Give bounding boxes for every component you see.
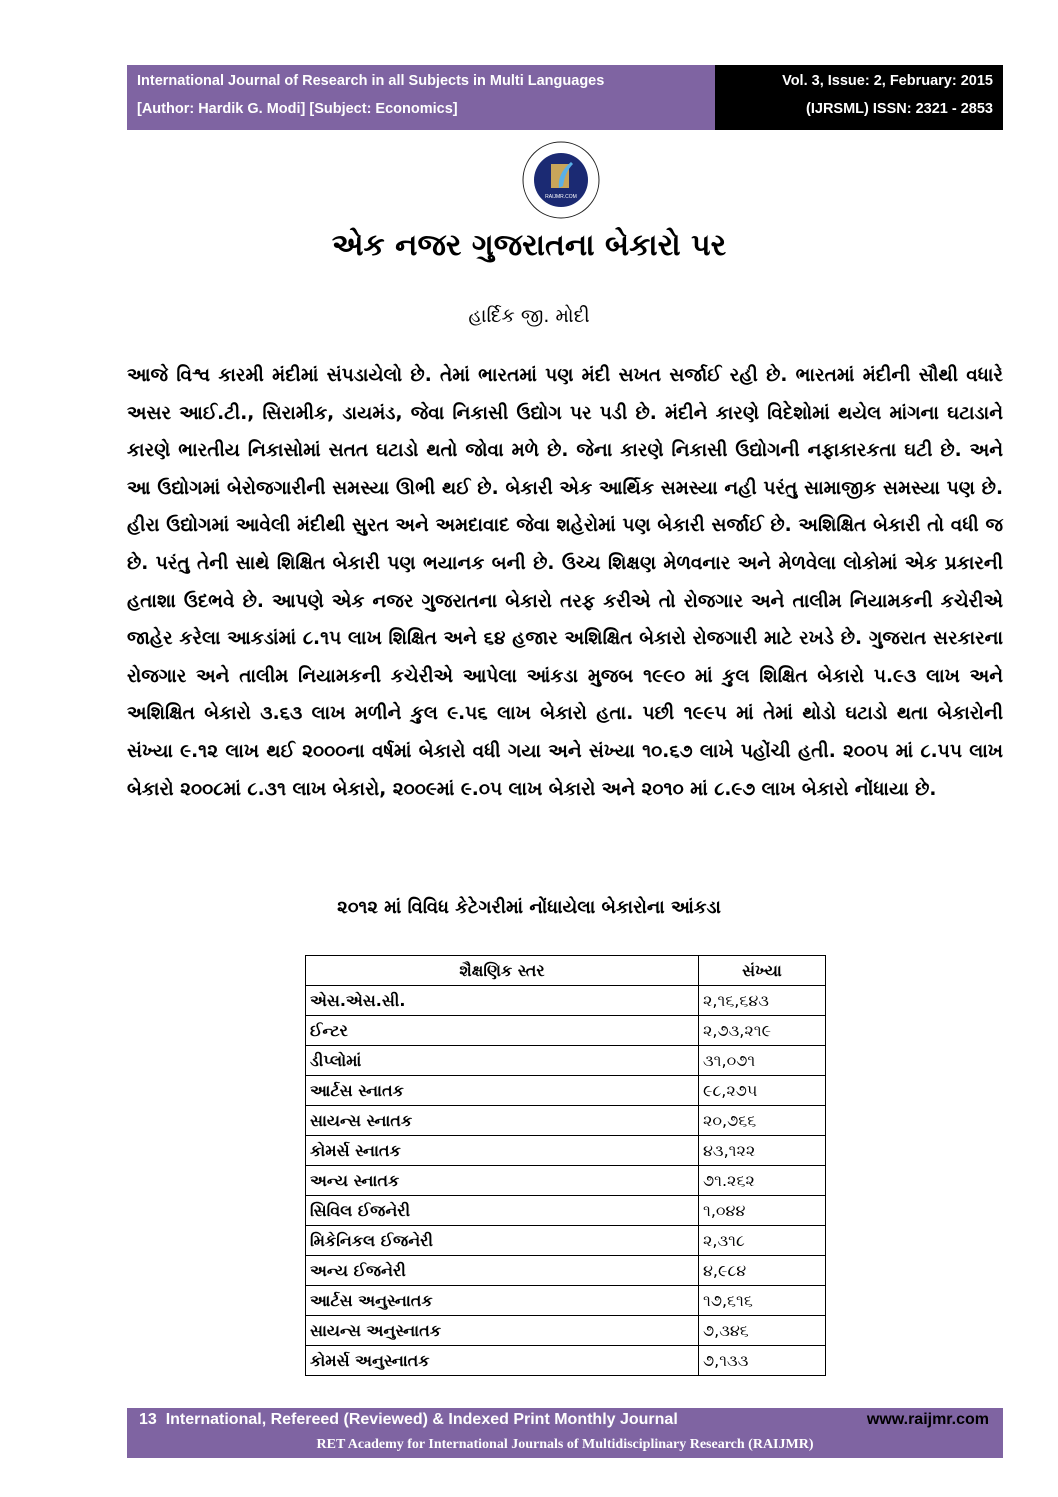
level-cell: સાયન્સ અનુસ્નાતક	[306, 1316, 699, 1346]
count-cell: ૪૩,૧૨૨	[699, 1136, 826, 1166]
count-cell: ૧૭,૬૧૬	[699, 1286, 826, 1316]
header-left	[127, 65, 715, 130]
table-row	[306, 1316, 826, 1346]
column-header-level: શૈક્ષણિક સ્તર	[306, 956, 699, 986]
table-row	[306, 1256, 826, 1286]
table-row	[306, 1106, 826, 1136]
page-number: 13	[139, 1411, 157, 1428]
count-cell: ૧,૦૪૪	[699, 1196, 826, 1226]
count-cell: ૨,૩૧૮	[699, 1226, 826, 1256]
level-cell: મિકેનિકલ ઈજનેરી	[306, 1226, 699, 1256]
count-cell: ૭,૩૪૬	[699, 1316, 826, 1346]
volume-info: Vol. 3, Issue: 2, February: 2015	[782, 73, 993, 89]
count-cell: ૪,૯૮૪	[699, 1256, 826, 1286]
table-row	[306, 1346, 826, 1376]
column-header-count: સંખ્યા	[699, 956, 826, 986]
table-row	[306, 1076, 826, 1106]
level-cell: સાયન્સ સ્નાતક	[306, 1106, 699, 1136]
count-cell: ૩૧,૦૭૧	[699, 1046, 826, 1076]
level-cell: ઈન્ટર	[306, 1016, 699, 1046]
level-cell: અન્ય સ્નાતક	[306, 1166, 699, 1196]
journal-header	[127, 65, 1003, 130]
table-row	[306, 1226, 826, 1256]
table-row	[306, 1166, 826, 1196]
raijmr-logo	[505, 140, 617, 220]
author-subject: [Author: Hardik G. Modi] [Subject: Economics]	[137, 101, 458, 117]
unemployment-table	[305, 955, 826, 1376]
count-cell: ૭,૧૩૩	[699, 1346, 826, 1376]
article-title: એક નજર ગુજરાતના બેકારો પર	[331, 228, 727, 263]
table-row	[306, 1286, 826, 1316]
level-cell: સિવિલ ઈજનેરી	[306, 1196, 699, 1226]
footer-left	[139, 1411, 678, 1429]
article-body: આજે વિશ્વ કારમી મંદીમાં સંપડાયેલો છે. તેમાં ભારતમાં પણ મંદી સખત સર્જાઈ રહી છે. ભારતમાં મંદીની સૌથી વધારે અસર આઈ.ટી., સિરામીક, ડાયમંડ, જેવા નિકાસી ઉદ્યોગ પર પડી છે. મંદીને કારણે વિદેશોમાં થયેલ માંગના ઘટાડાને કારણે ભારતીય નિકાસોમાં સતત ઘટાડો થતો જોવા મળે છે. જેના કારણે નિકાસી ઉદ્યોગની નફાકારકતા ઘટી છે. અને આ ઉદ્યોગમાં બેરોજગારીની સમસ્યા ઊભી થઈ છે. બેકારી એક આર્થિક સમસ્યા નહી પરંતુ સામાજીક સમસ્યા પણ છે. હીરા ઉદ્યોગમાં આવેલી મંદીથી સુરત અને અમદાવાદ જેવા શહેરોમાં પણ બેકારી સર્જાઈ છે. અશિક્ષિત બેકારી તો વધી જ છે. પરંતુ તેની સાથે શિક્ષિત બેકારી પણ ભયાનક બની છે. ઉચ્ચ શિક્ષણ મેળવનાર અને મેળવેલા લોકોમાં એક પ્રકારની હતાશા ઉદભવે છે. આપણે એક નજર ગુજરાતના બેકારો તરફ કરીએ તો રોજગાર અને તાલીમ નિયામકની કચેરીએ જાહેર કરેલા આકડાંમાં ૮.૧૫ લાખ શિક્ષિત અને ૬૪ હજાર અશિક્ષિત બેકારો રોજગારી માટે રખડે છે. ગુજરાત સરકારના રોજગાર અને તાલીમ નિયામકની કચેરીએ આપેલા આંકડા મુજબ ૧૯૯૦ માં કુલ શિક્ષિત બેકારો ૫.૯૩ લાખ અને અશિક્ષિત બેકારો ૩.૬૩ લાખ મળીને કુલ ૯.૫૬ લાખ બેકારો હતા. પછી ૧૯૯૫ માં તેમાં થોડો ઘટાડો થતા બેકારોની સંખ્યા ૯.૧૨ લાખ થઈ ૨૦૦૦ના વર્ષમાં બેકારો વધી ગયા અને સંખ્યા ૧૦.૬૭ લાખે પહોંચી હતી. ૨૦૦૫ માં ૮.૫૫ લાખ બેકારો ૨૦૦૮માં ૮.૩૧ લાખ બેકારો, ૨૦૦૯માં ૯.૦૫ લાખ બેકારો અને ૨૦૧૦ માં ૮.૯૭ લાખ બેકારો નોંધાયા છે.	[127, 365, 1003, 800]
footer-website[interactable]: www.raijmr.com	[866, 1411, 989, 1428]
count-cell: ૭૧.૨૬૨	[699, 1166, 826, 1196]
footer-publisher: RET Academy for International Journals of Multidisciplinary Research (RAIJMR)	[316, 1437, 814, 1452]
level-cell: એસ.એસ.સી.	[306, 986, 699, 1016]
level-cell: આર્ટસ સ્નાતક	[306, 1076, 699, 1106]
svg-text:RAIJMR.COM: RAIJMR.COM	[545, 194, 577, 200]
header-right	[715, 65, 1003, 130]
table-header-row	[306, 956, 826, 986]
level-cell: આર્ટસ અનુસ્નાતક	[306, 1286, 699, 1316]
issn-info: (IJRSML) ISSN: 2321 - 2853	[806, 101, 993, 117]
count-cell: ૨,૧૬,૬૪૩	[699, 986, 826, 1016]
journal-name: International Journal of Research in all Subjects in Multi Languages	[137, 73, 605, 89]
table-row	[306, 1046, 826, 1076]
footer-tagline: International, Refereed (Reviewed) & Indexed Print Monthly Journal	[165, 1411, 678, 1428]
table-row	[306, 1196, 826, 1226]
level-cell: કોમર્સ સ્નાતક	[306, 1136, 699, 1166]
count-cell: ૨,૭૩,૨૧૯	[699, 1016, 826, 1046]
table-row	[306, 986, 826, 1016]
table-caption: ૨૦૧૨ માં વિવિધ કેટેગરીમાં નોંધાયેલા બેકારોના આંકડા	[337, 897, 721, 918]
article-author: હાર્દિક જી. મોદી	[468, 305, 590, 327]
level-cell: અન્ય ઈજનેરી	[306, 1256, 699, 1286]
table-row	[306, 1136, 826, 1166]
level-cell: કોમર્સ અનુસ્નાતક	[306, 1346, 699, 1376]
journal-footer	[127, 1408, 1003, 1458]
level-cell: ડીપ્લોમાં	[306, 1046, 699, 1076]
table-row	[306, 1016, 826, 1046]
count-cell: ૯૮,૨૭૫	[699, 1076, 826, 1106]
count-cell: ૨૦,૭૬૬	[699, 1106, 826, 1136]
